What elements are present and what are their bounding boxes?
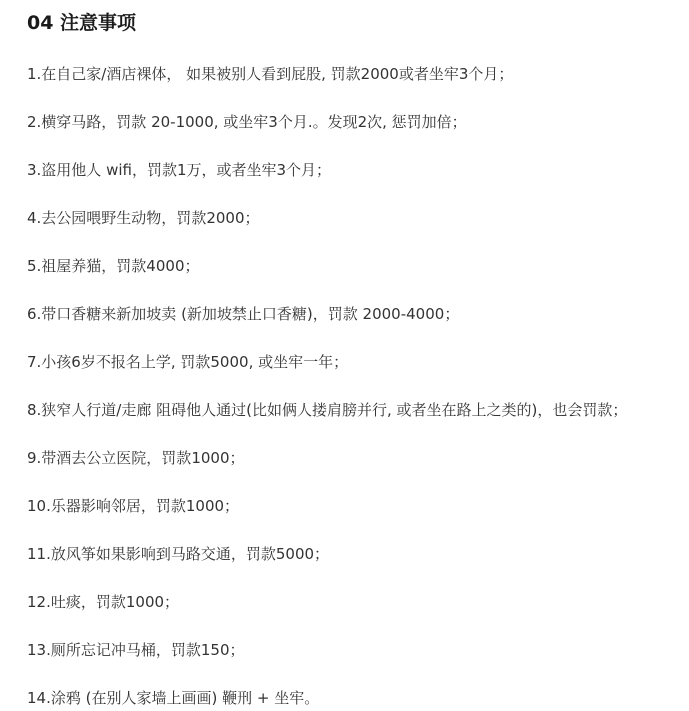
note-item-12: 12.吐痰，罚款1000；	[27, 593, 180, 611]
note-item-1: 1.在自己家/酒店裸体， 如果被别人看到屁股, 罚款2000或者坐牢3个月；	[27, 65, 514, 83]
note-item-6: 6.带口香糖来新加坡卖 (新加坡禁止口香糖)，罚款 2000-4000；	[27, 305, 460, 323]
note-item-14: 14.涂鸦 (在别人家墙上画画) 鞭刑 + 坐牢。	[27, 689, 320, 707]
note-item-10: 10.乐器影响邻居，罚款1000；	[27, 497, 240, 515]
note-item-4: 4.去公园喂野生动物，罚款2000；	[27, 209, 260, 227]
section-title: 04 注意事项	[27, 12, 137, 34]
note-item-2: 2.横穿马路，罚款 20-1000, 或坐牢3个月.。发现2次, 惩罚加倍；	[27, 113, 467, 131]
note-item-5: 5.祖屋养猫，罚款4000；	[27, 257, 200, 275]
note-item-3: 3.盗用他人 wifi，罚款1万，或者坐牢3个月；	[27, 161, 332, 179]
note-item-11: 11.放风筝如果影响到马路交通，罚款5000；	[27, 545, 330, 563]
note-item-13: 13.厕所忘记冲马桶，罚款150；	[27, 641, 245, 659]
note-item-8: 8.狭窄人行道/走廊 阻碍他人通过(比如俩人搂肩膀并行, 或者坐在路上之类的)，也会罚款；	[27, 401, 628, 419]
note-item-7: 7.小孩6岁不报名上学, 罚款5000, 或坐牢一年；	[27, 353, 349, 371]
note-item-9: 9.带酒去公立医院，罚款1000；	[27, 449, 245, 467]
